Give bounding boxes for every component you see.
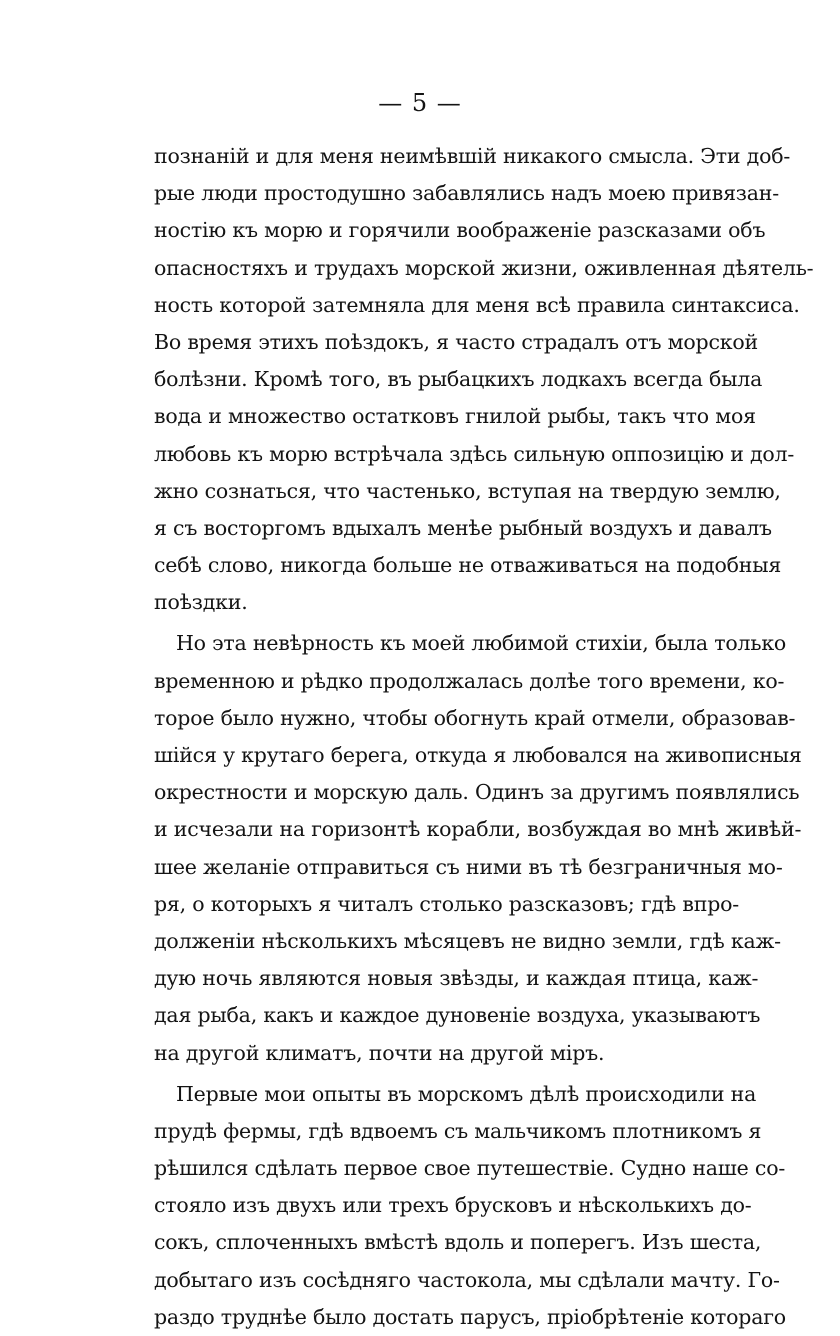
text-line: и исчезали на горизонтѣ корабли, возбуждая во мнѣ живѣй- xyxy=(154,817,802,842)
text-line: рые люди простодушно забавлялись надъ моею привязан- xyxy=(154,181,779,206)
text-line: себѣ слово, никогда больше не отваживаться на подобныя xyxy=(154,553,782,578)
text-line: на другой климатъ, почти на другой міръ. xyxy=(154,1040,605,1065)
text-line: болѣзни. Кромѣ того, въ рыбацкихъ лодкахъ всегда была xyxy=(154,367,763,392)
text-line: вода и множество остатковъ гнилой рыбы, такъ что моя xyxy=(154,404,756,429)
text-line: торое было нужно, чтобы обогнуть край отмели, образовав- xyxy=(154,705,796,730)
text-line: рѣшился сдѣлать первое свое путешествіе. Судно наше со- xyxy=(154,1156,786,1181)
text-line: стояло изъ двухъ или трехъ брусковъ и нѣсколькихъ до- xyxy=(154,1193,752,1218)
paragraph-2 xyxy=(154,625,802,1071)
text-line: Первые мои опыты въ морскомъ дѣлѣ происходили на xyxy=(176,1081,757,1106)
text-line: ность которой затемняла для меня всѣ правила синтаксиса. xyxy=(154,292,800,317)
text-line: Но эта невѣрность къ моей любимой стихіи, была только xyxy=(176,631,787,656)
text-line: я съ восторгомъ вдыхалъ менѣе рыбный воздухъ и давалъ xyxy=(154,515,772,540)
page-number: — 5 — xyxy=(378,89,462,117)
text-line: временною и рѣдко продолжалась долѣе того времени, ко- xyxy=(154,668,785,693)
text-line: шее желаніе отправиться съ ними въ тѣ безграничныя мо- xyxy=(154,854,783,879)
text-line: поѣздки. xyxy=(154,590,248,615)
paragraph-3 xyxy=(154,1076,786,1336)
text-line: ря, о которыхъ я читалъ столько разсказовъ; гдѣ впро- xyxy=(154,891,739,916)
text-line: дая рыба, какъ и каждое дуновеніе воздуха, указываютъ xyxy=(154,1003,761,1028)
text-line: сокъ, сплоченныхъ вмѣстѣ вдоль и поперегъ. Изъ шеста, xyxy=(154,1230,762,1255)
text-line: прудѣ фермы, гдѣ вдвоемъ съ мальчикомъ плотникомъ я xyxy=(154,1118,762,1143)
text-line: познаній и для меня неимѣвшій никакого смысла. Эти доб- xyxy=(154,144,791,168)
text-line: любовь къ морю встрѣчала здѣсь сильную оппозицію и дол- xyxy=(154,441,795,466)
text-line: добытаго изъ сосѣдняго частокола, мы сдѣлали мачту. Го- xyxy=(154,1267,780,1292)
text-line: дую ночь являются новыя звѣзды, и каждая птица, каж- xyxy=(154,966,759,991)
text-line: опасностяхъ и трудахъ морской жизни, оживленная дѣятель- xyxy=(154,255,814,280)
text-line: ностію къ морю и горячили воображеніе разсказами объ xyxy=(154,218,766,243)
body-text xyxy=(154,138,814,1336)
text-line: жно сознаться, что частенько, вступая на твердую землю, xyxy=(154,478,781,503)
text-line: Во время этихъ поѣздокъ, я часто страдалъ отъ морской xyxy=(154,329,758,354)
text-line: шійся у крутаго берега, откуда я любовался на живописныя xyxy=(154,743,802,767)
paragraph-1 xyxy=(154,138,814,621)
text-line: окрестности и морскую даль. Одинъ за другимъ появлялись xyxy=(154,780,800,805)
text-line: долженіи нѣсколькихъ мѣсяцевъ не видно земли, гдѣ каж- xyxy=(154,928,781,953)
text-line: раздо труднѣе было достать парусъ, пріобрѣтеніе котораго xyxy=(154,1304,786,1329)
